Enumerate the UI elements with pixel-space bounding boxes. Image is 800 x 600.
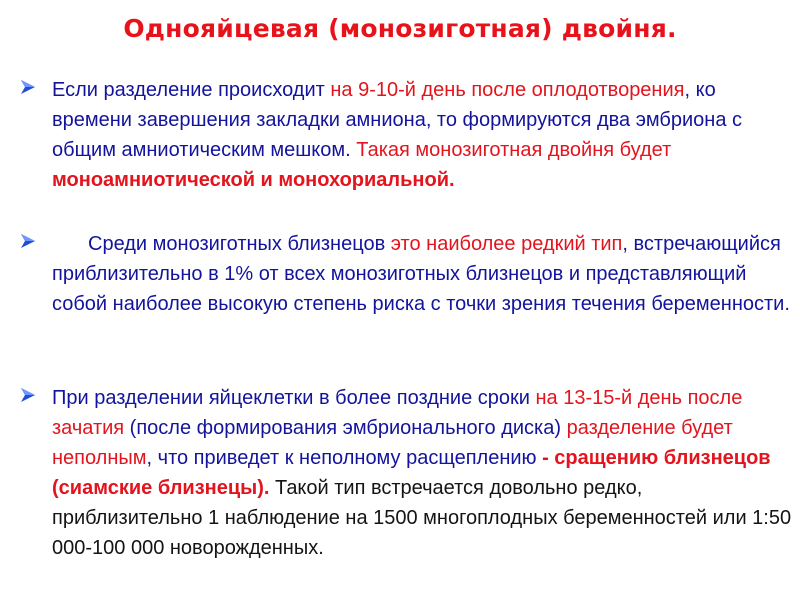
arrowhead-bullet-icon <box>20 387 36 403</box>
bullet-3-seg-7: Такой тип встречается довольно редко, приблизительно 1 наблюдение на 1500 многоплодных беременностей или 1:50 000-100 000 новорожденных. <box>52 477 792 559</box>
slide-title: Однояйцевая (монозиготная) двойня. <box>123 14 677 43</box>
bullet-3-seg-2: на 13-15-й день после зачатия <box>52 387 743 439</box>
bullet-3-seg-6: - сращению близнецов (сиамские близнецы). <box>52 447 771 499</box>
bullet-1-seg-2: на 9-10-й день после оплодотворения <box>330 79 685 101</box>
bullet-1-seg-3: , ко времени завершения закладки амниона, то формируются два эмбриона с общим амниотическим мешком. <box>52 79 743 161</box>
bullet-2-seg-1: Среди монозиготных близнецов <box>88 233 391 255</box>
bullet-2-seg-2: это наиболее редкий тип <box>390 233 623 255</box>
bullet-2-text <box>52 229 792 319</box>
bullet-3-text <box>52 383 792 563</box>
bullet-3-seg-1: При разделении яйцеклетки в более поздние сроки <box>52 387 536 409</box>
arrowhead-bullet-icon <box>20 79 36 95</box>
bullet-2-seg-3: , встречающийся приблизительно в 1% от всех монозиготных близнецов и представляющий собой наиболее высокую степень риска с точки зрения течения беременности. <box>52 233 790 315</box>
bullet-1-seg-4: Такая монозиготная двойня будет <box>356 139 672 161</box>
bullet-3-seg-4: разделение будет неполным <box>52 417 733 469</box>
bullet-1-seg-5: моноамниотической и монохориальной. <box>52 169 455 191</box>
arrowhead-bullet-icon <box>20 233 36 249</box>
bullet-3-seg-5: , что приведет к неполному расщеплению <box>146 447 543 469</box>
bullet-1-seg-1: Если разделение происходит <box>52 79 331 101</box>
bullet-1-text <box>52 75 792 195</box>
bullet-3-seg-3: (после формирования эмбрионального диска) <box>124 417 567 439</box>
